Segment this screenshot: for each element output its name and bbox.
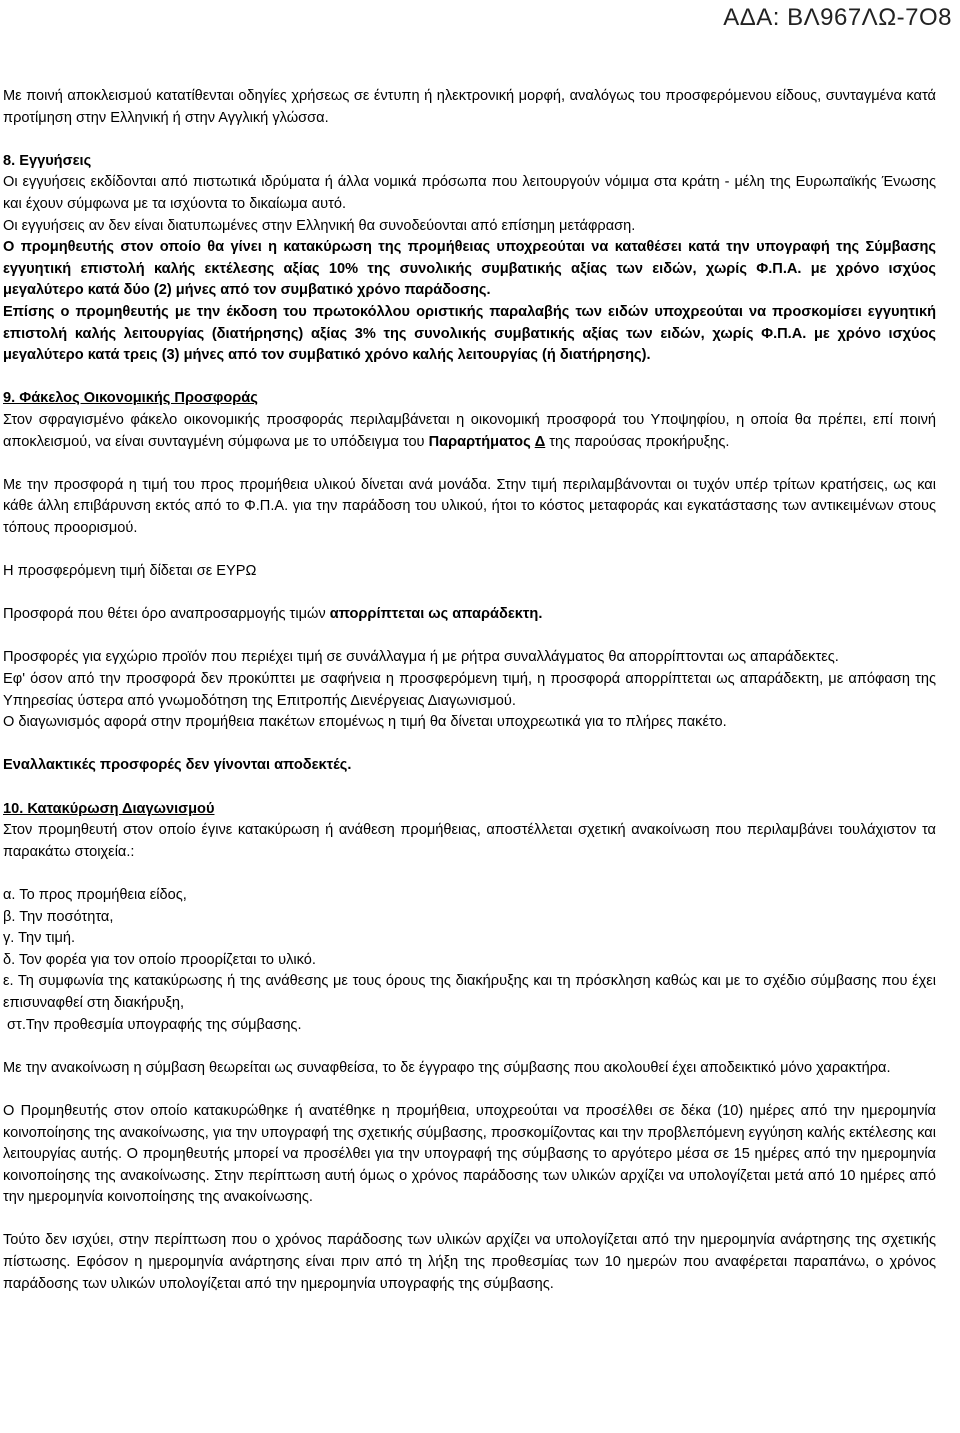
section-9-p1-tail: της παρούσας προκήρυξης. (549, 433, 730, 450)
section-10-paragraph-2: Με την ανακοίνωση η σύμβαση θεωρείται ως συναφθείσα, το δε έγγραφο της σύμβασης που ακολουθεί έχει αποδεικτικό μόνο χαρακτήρα. (3, 1059, 891, 1076)
document-body (3, 86, 936, 1295)
list-item: ε. Τη συμφωνία της κατακύρωσης ή της ανάθεσης με τους όρους της διακήρυξης και τη πρόσκληση καθώς και με το σχέδιο σύμβασης που έχει επισυναφθεί στη διακήρυξη, (3, 973, 936, 1011)
section-10-paragraph-3: Ο Προμηθευτής στον οποίο κατακυρώθηκε ή ανατέθηκε η προμήθεια, υποχρεούται να προσέλθει σε δέκα (10) ημέρες από την ημερομηνία κοινοποίησης της ανακοίνωσης, για την υπογραφή της σχετικής σύμβασης, προσκομίζοντας και την προβλεπόμενη εγγύηση καλής εκτέλεσης και λειτουργίας αυτής. Ο προμηθευτής μπορεί να προσέλθει για την υπογραφή της σύμβασης το αργότερο μέσα σε 15 ημέρες από την ημερομηνία κοινοποίησης της ανακοίνωσης. Στην περίπτωση αυτή όμως ο χρόνος παράδοσης των υλικών αρχίζει να υπολογίζεται μετά από 10 ημέρες από την ημερομηνία κοινοποίησης της ανακοίνωσης. (3, 1102, 936, 1206)
section-9-heading (3, 388, 936, 410)
list-item: γ. Την τιμή. (3, 930, 76, 947)
section-9-p1-text: Στον σφραγισμένο φάκελο οικονομικής προσφοράς περιλαμβάνεται η οικονομική προσφορά του Υποψηφίου, η οποία θα πρέπει, επί ποινή αποκλεισμού, να είναι συνταγμένη σύμφωνα με το υπόδειγμα του (3, 411, 936, 450)
ada-code: ΑΔΑ: ΒΛ967ΛΩ-7Ο8 (723, 4, 952, 31)
section-9-paragraph-2: Με την προσφορά η τιμή του προς προμήθεια υλικού δίνεται ανά μονάδα. Στην τιμή περιλαμβάνονται οι τυχόν υπέρ τρίτων κρατήσεις, ως και κάθε άλλη επιβάρυνση εκτός από το Φ.Π.Α. για την παράδοση του υλικού, ήτοι το κόστος μεταφοράς και εγκατάστασης των αντικειμένων στους τόπους προορισμού. (3, 476, 936, 536)
section-8-heading: 8. Εγγυήσεις (3, 152, 92, 169)
section-8-paragraph-4: Επίσης ο προμηθευτής με την έκδοση του πρωτοκόλλου οριστικής παραλαβής των ειδών υποχρεούται να προσκομίσει εγγυητική επιστολή καλής λειτουργίας (διατήρησης) αξίας 3% της συνολικής συμβατικής αξίας των ειδών, χωρίς Φ.Π.Α. με χρόνο ισχύος μεγαλύτερο κατά τρεις (3) μήνες από τον συμβατικό χρόνο καλής λειτουργίας (ή διατήρησης). (3, 303, 936, 364)
section-10-heading (3, 799, 936, 821)
section-9-paragraph-7: Ο διαγωνισμός αφορά στην προμήθεια πακέτων επομένως η τιμή θα δίνεται υποχρεωτικά για το πλήρες πακέτο. (3, 714, 727, 731)
section-8-paragraph-1: Οι εγγυήσεις εκδίδονται από πιστωτικά ιδρύματα ή άλλα νομικά πρόσωπα που λειτουργούν νόμιμα στα κράτη - μέλη της Ευρωπαϊκής Ένωσης και έχουν σύμφωνα με τα ισχύοντα το δικαίωμα αυτό. (3, 174, 936, 212)
section-9-heading-text: 9. Φάκελος Οικονομικής Προσφοράς (3, 390, 258, 407)
section-8-paragraph-2: Οι εγγυήσεις αν δεν είναι διατυπωμένες στην Ελληνική θα συνοδεύονται από επίσημη μετάφραση. (3, 217, 636, 234)
section-9-p4-text: Προσφορά που θέτει όρο αναπροσαρμογής τιμών (3, 606, 330, 623)
section-9-paragraph-3: Η προσφερόμενη τιμή δίδεται σε ΕΥΡΩ (3, 563, 257, 580)
section-10-paragraph-4: Τούτο δεν ισχύει, στην περίπτωση που ο χρόνος παράδοσης των υλικών αρχίζει να υπολογίζεται από την ημερομηνία ανάρτησης της σχετικής πίστωσης. Εφόσον η ημερομηνία ανάρτησης είναι πριν από τη λήξη της προθεσμίας των 10 ημερών που αναφέρεται παραπάνω, ο χρόνος παράδοσης των υλικών υπολογίζεται από την ημερομηνία υπογραφής της σύμβασης. (3, 1232, 936, 1292)
section-9-paragraph-8: Εναλλακτικές προσφορές δεν γίνονται αποδεκτές. (3, 757, 352, 774)
section-9-paragraph-1 (3, 410, 936, 453)
list-item: β. Την ποσότητα, (3, 908, 114, 925)
list-item: α. Το προς προμήθεια είδος, (3, 886, 187, 903)
rejection-notice: απορρίπτεται ως απαράδεκτη. (329, 606, 543, 623)
section-8-paragraph-3: Ο προμηθευτής στον οποίο θα γίνει η κατακύρωση της προμήθειας υποχρεούται να καταθέσει κατά την υπογραφή της Σύμβασης εγγυητική επιστολή καλής εκτέλεσης αξίας 10% της συνολικής συμβατικής αξίας των ειδών, χωρίς Φ.Π.Α. με χρόνο ισχύος μεγαλύτερο κατά δύο (2) μήνες από τον συμβατικό χρόνο παράδοσης. (3, 239, 936, 299)
annex-letter: Δ (534, 433, 546, 450)
intro-paragraph: Με ποινή αποκλεισμού κατατίθενται οδηγίες χρήσεως σε έντυπη ή ηλεκτρονική μορφή, αναλόγως του προσφερόμενου είδους, συνταγμένα κατά προτίμηση στην Ελληνική ή στην Αγγλική γλώσσα. (3, 88, 936, 126)
section-9-paragraph-4 (3, 604, 936, 626)
annex-reference: Παραρτήματος (428, 433, 531, 450)
section-10-heading-text: 10. Κατακύρωση Διαγωνισμού (3, 800, 215, 817)
list-item: στ.Την προθεσμία υπογραφής της σύμβασης. (3, 1016, 302, 1033)
section-9-paragraph-6: Εφ' όσον από την προσφορά δεν προκύπτει με σαφήνεια η προσφερόμενη τιμή, η προσφορά απορρίπτεται ως απαράδεκτη, με απόφαση της Υπηρεσίας ύστερα από γνωμοδότηση της Επιτροπής Διενέργειας Διαγωνισμού. (3, 671, 936, 709)
section-9-paragraph-5: Προσφορές για εγχώριο προϊόν που περιέχει τιμή σε συνάλλαγμα ή με ρήτρα συναλλάγματος θα απορρίπτονται ως απαράδεκτες. (3, 649, 839, 666)
list-item: δ. Τον φορέα για τον οποίο προορίζεται το υλικό. (3, 951, 316, 968)
section-10-paragraph-1: Στον προμηθευτή στον οποίο έγινε κατακύρωση ή ανάθεση προμήθειας, αποστέλλεται σχετική ανακοίνωση που περιλαμβάνει τουλάχιστον τα παρακάτω στοιχεία.: (3, 822, 936, 860)
